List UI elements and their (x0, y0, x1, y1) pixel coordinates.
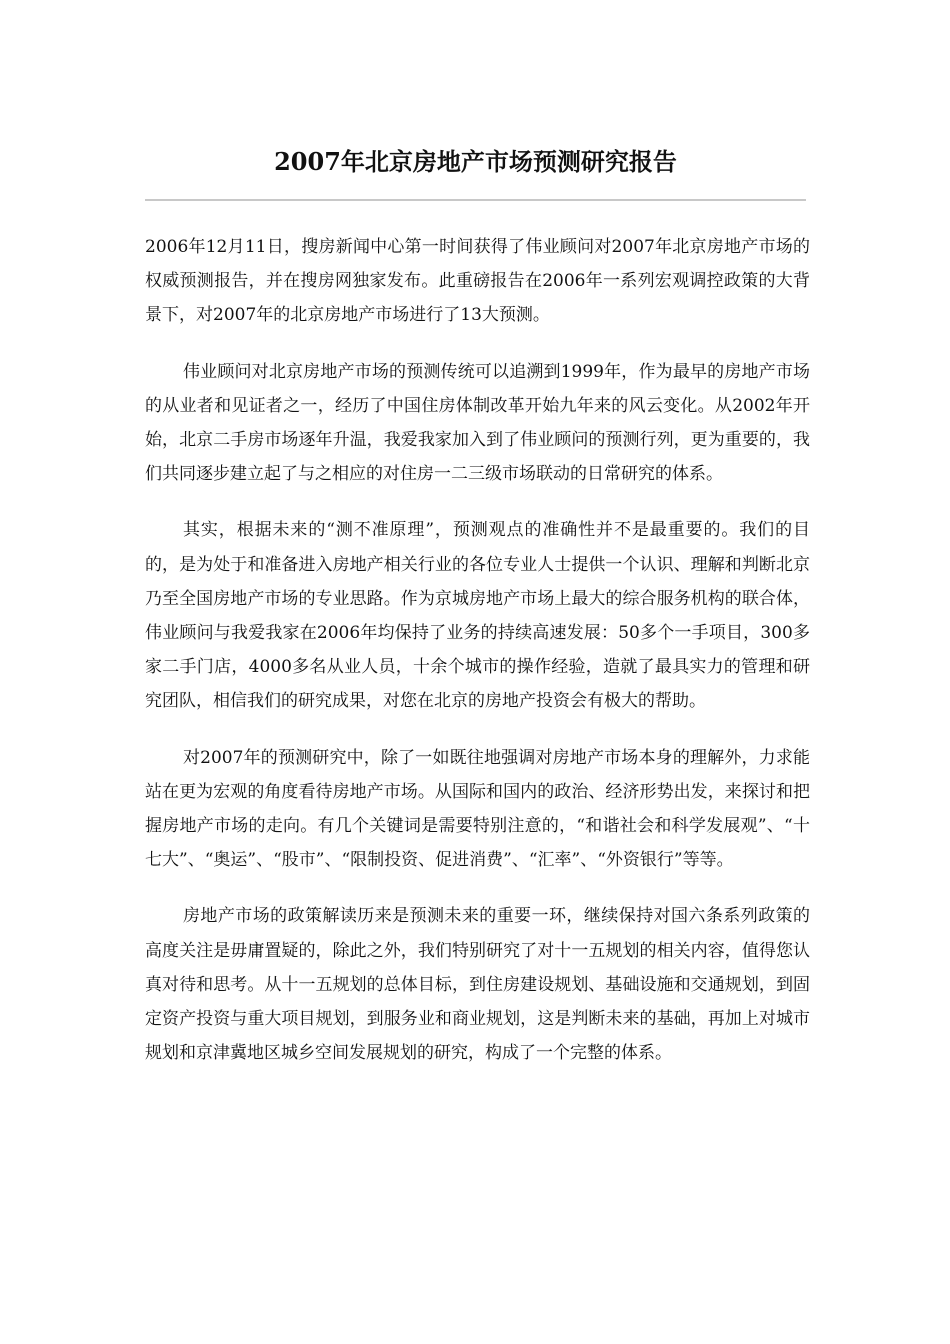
paragraph-2: 伟业顾问对北京房地产市场的预测传统可以追溯到1999年，作为最早的房地产市场的从业者和见证者之一，经历了中国住房体制改革开始九年来的风云变化。从2002年开始，北京二手房市场逐年升温，我爱我家加入到了伟业顾问的预测行列，更为重要的，我们共同逐步建立起了与之相应的对住房一二三级市场联动的日常研究的体系。 (145, 361, 810, 485)
paragraph-5: 房地产市场的政策解读历来是预测未来的重要一环，继续保持对国六条系列政策的高度关注是毋庸置疑的，除此之外，我们特别研究了对十一五规划的相关内容，值得您认真对待和思考。从十一五规划的总体目标，到住房建设规划、基础设施和交通规划，到固定资产投资与重大项目规划，到服务业和商业规划，这是判断未来的基础，再加上对城市规划和京津冀地区城乡空间发展规划的研究，构成了一个完整的体系。 (145, 906, 810, 1064)
paragraph-3: 其实，根据未来的“测不准原理”，预测观点的准确性并不是最重要的。我们的目的，是为处于和准备进入房地产相关行业的各位专业人士提供一个认识、理解和判断北京乃至全国房地产市场的专业思路。作为京城房地产市场上最大的综合服务机构的联合体，伟业顾问与我爱我家在2006年均保持了业务的持续高速发展：50多个一手项目，300多家二手门店，4000多名从业人员，十余个城市的操作经验，造就了最具实力的管理和研究团队，相信我们的研究成果，对您在北京的房地产投资会有极大的帮助。 (145, 520, 810, 712)
title-divider (145, 199, 806, 201)
document-body (145, 230, 810, 1092)
paragraph-1: 2006年12月11日，搜房新闻中心第一时间获得了伟业顾问对2007年北京房地产市场的权威预测报告，并在搜房网独家发布。此重磅报告在2006年一系列宏观调控政策的大背景下，对2007年的北京房地产市场进行了13大预测。 (145, 237, 810, 326)
document-title: 2007年北京房地产市场预测研究报告 (274, 147, 677, 176)
paragraph-4: 对2007年的预测研究中，除了一如既往地强调对房地产市场本身的理解外，力求能站在更为宏观的角度看待房地产市场。从国际和国内的政治、经济形势出发，来探讨和把握房地产市场的走向。有几个关键词是需要特别注意的，“和谐社会和科学发展观”、“十七大”、“奥运”、“股市”、“限制投资、促进消费”、“汇率”、“外资银行”等等。 (145, 747, 810, 871)
